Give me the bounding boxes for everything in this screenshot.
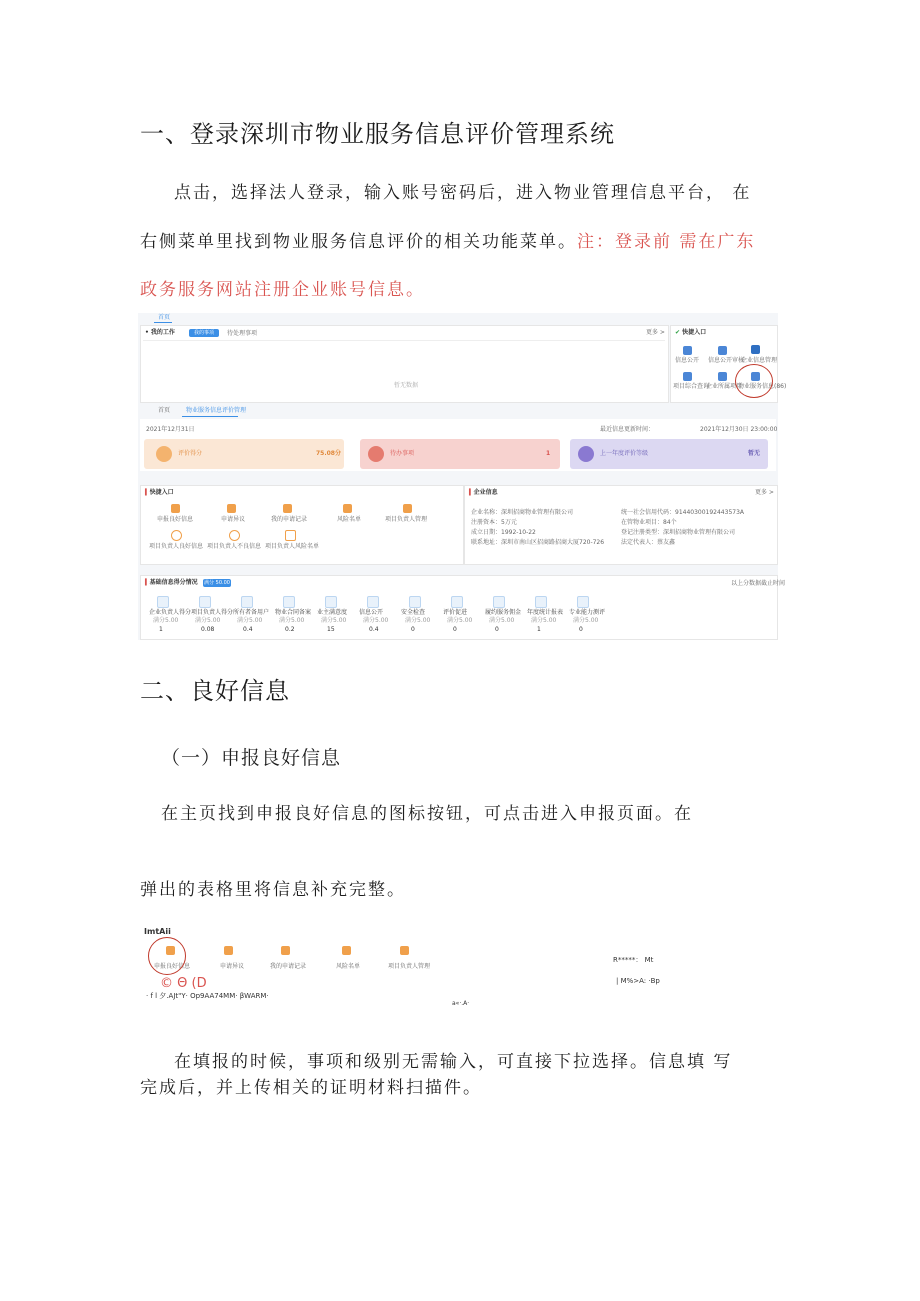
metric-label: 年度统计报表 xyxy=(527,609,564,616)
quick2-item[interactable]: 项目负责人不良信息 xyxy=(207,543,262,550)
document-icon[interactable] xyxy=(683,346,692,355)
metric-value: 0 xyxy=(411,626,415,633)
metric-sub: 满分5.00 xyxy=(321,617,347,624)
quick-item[interactable]: 信息公开 xyxy=(675,357,700,364)
metric-sub: 满分5.00 xyxy=(531,617,557,624)
metric-value: 0 xyxy=(453,626,457,633)
metric-icon xyxy=(409,596,421,608)
metric-label: 企业负责人得分 xyxy=(149,609,192,616)
snippet-garbled-3: | M%>A: ·Bp xyxy=(616,977,660,985)
quick-item[interactable]: 企业信息管理 xyxy=(741,357,778,364)
tab-home[interactable]: 首页 xyxy=(158,407,171,414)
quick-entry-panel-2 xyxy=(140,485,464,565)
metric-icon xyxy=(577,596,589,608)
warning-icon[interactable] xyxy=(343,504,352,513)
work-title: • 我的工作 xyxy=(145,329,175,336)
metric-icon xyxy=(451,596,463,608)
basic-badge: 满分 50.00 xyxy=(204,580,230,586)
company-credit-code: 统一社会信用代码：91440300192443573A xyxy=(621,509,745,516)
metric-label: 履约服务佣金 xyxy=(485,609,522,616)
mail-icon[interactable] xyxy=(224,946,233,955)
work-panel xyxy=(140,325,669,403)
home-tab-underline xyxy=(154,322,172,323)
score-icon xyxy=(156,446,172,462)
section1-para-line1: 点击，选择法人登录，输入账号密码后，进入物业管理信息平台， 在 xyxy=(174,183,752,203)
section2-subheading: （一）申报良好信息 xyxy=(161,747,342,769)
metric-label: 物业合同备案 xyxy=(275,609,312,616)
quick2-title: ▍快捷入口 xyxy=(145,489,174,496)
metric-value: 0.08 xyxy=(201,626,215,633)
section1-note-line2: 政务服务网站注册企业账号信息。 xyxy=(140,280,425,300)
metric-icon xyxy=(367,596,379,608)
quick-item[interactable]: 物业服务信息(86) xyxy=(738,383,787,390)
section2-para2: 弹出的表格里将信息补充完整。 xyxy=(140,880,406,900)
highlight-circle xyxy=(735,364,773,398)
company-more-link[interactable]: 更多 > xyxy=(755,489,774,496)
snippet-garbled-1: · f l 夕.AJt"Y· Op9AA74MM· βWARM· xyxy=(146,992,269,1000)
metric-sub: 满分5.00 xyxy=(489,617,515,624)
todo-card xyxy=(360,439,560,469)
company-info-panel xyxy=(464,485,778,565)
metric-label: 项目负责人得分 xyxy=(191,609,234,616)
date-text: 2021年12月31日 xyxy=(146,426,195,433)
section1-para-line2-text: 右侧菜单里找到物业服务信息评价的相关功能菜单。 xyxy=(140,232,577,252)
section1-para-line2 xyxy=(140,234,755,251)
mail-icon[interactable] xyxy=(227,504,236,513)
metric-sub: 满分5.00 xyxy=(363,617,389,624)
metric-value: 1 xyxy=(159,626,163,633)
quick2-item[interactable]: 项目负责人管理 xyxy=(385,516,428,523)
snippet-item[interactable]: 申请异议 xyxy=(220,963,245,970)
metric-icon xyxy=(241,596,253,608)
basic-note: 以上分数据截止时间 xyxy=(731,580,786,587)
grade-label: 上一年度评价等级 xyxy=(600,450,649,457)
update-time: 2021年12月30日 23:00:00 xyxy=(700,426,778,433)
work-empty-text: 暂无数据 xyxy=(394,382,419,389)
section3-para2: 完成后，并上传相关的证明材料扫描件。 xyxy=(140,1078,482,1098)
section1-note: 注：登录前 需在广东 xyxy=(577,232,756,252)
book-icon[interactable] xyxy=(285,530,296,541)
company-projects: 在管物业项目：84个 xyxy=(621,519,677,526)
star-icon xyxy=(578,446,594,462)
metric-sub: 满分5.00 xyxy=(195,617,221,624)
project-icon[interactable] xyxy=(718,372,727,381)
metric-value: 0.4 xyxy=(243,626,253,633)
quick-entry-title: ✔ 快捷入口 xyxy=(675,329,707,336)
metric-value: 0.2 xyxy=(285,626,295,633)
snippet-item[interactable]: 申报良好信息 xyxy=(154,963,191,970)
score-card xyxy=(144,439,344,469)
sad-icon[interactable] xyxy=(229,530,240,541)
divider xyxy=(143,340,665,341)
check-icon: ✔ xyxy=(675,329,683,336)
snippet-symbols: © Θ (D xyxy=(160,976,207,991)
todo-value: 1 xyxy=(546,450,551,457)
section2-para1: 在主页找到申报良好信息的图标按钮，可点击进入申报页面。在 xyxy=(161,804,693,824)
tab-eval[interactable]: 物业服务信息评价管理 xyxy=(186,407,247,414)
snippet-garbled-4: a«·.A· xyxy=(452,1000,470,1007)
metric-icon xyxy=(199,596,211,608)
quick2-item[interactable]: 申请异议 xyxy=(221,516,246,523)
todo-label: 待办事项 xyxy=(390,450,415,457)
report-screenshot xyxy=(140,922,680,1012)
score-value: 75.08分 xyxy=(316,450,341,457)
tab-eval-underline xyxy=(182,416,238,417)
snippet-garbled-2: R*****： Mt xyxy=(613,956,654,964)
company-capital: 注册资本：5万元 xyxy=(471,519,517,526)
metric-icon xyxy=(325,596,337,608)
metric-sub: 满分5.00 xyxy=(573,617,599,624)
metric-value: 0 xyxy=(495,626,499,633)
snippet-item[interactable]: 项目负责人管理 xyxy=(388,963,431,970)
metric-label: 专业能力测评 xyxy=(569,609,606,616)
grade-value: 暂无 xyxy=(748,450,761,457)
metric-value: 0 xyxy=(579,626,583,633)
quick-item[interactable]: 信息公开审核 xyxy=(708,357,745,364)
work-more-link[interactable]: 更多 > xyxy=(646,329,665,336)
smile-icon[interactable] xyxy=(171,530,182,541)
snippet-item[interactable]: 风险名单 xyxy=(336,963,361,970)
company-address: 联系地址：深圳市南山区招商路招商大厦720-726 xyxy=(471,539,605,546)
record-icon[interactable] xyxy=(283,504,292,513)
system-screenshot xyxy=(138,313,787,640)
metric-icon xyxy=(283,596,295,608)
save-icon[interactable] xyxy=(751,345,760,354)
metric-value: 1 xyxy=(537,626,541,633)
metric-sub: 满分5.00 xyxy=(153,617,179,624)
company-founded: 成立日期：1992-10-22 xyxy=(471,529,536,536)
record-icon[interactable] xyxy=(281,946,290,955)
metric-icon xyxy=(493,596,505,608)
quick2-item[interactable]: 我的申请记录 xyxy=(271,516,308,523)
metric-label: 评价促进 xyxy=(443,609,468,616)
basic-info-panel xyxy=(140,575,786,640)
metric-label: 安全检查 xyxy=(401,609,426,616)
metric-sub: 满分5.00 xyxy=(279,617,305,624)
metric-sub: 满分5.00 xyxy=(447,617,473,624)
company-name: 企业名称：深圳招商物业管理有限公司 xyxy=(471,509,574,516)
metric-sub: 满分5.00 xyxy=(237,617,263,624)
people-icon[interactable] xyxy=(403,504,412,513)
grade-card xyxy=(570,439,768,469)
work-tab-pending[interactable]: 待处理事项 xyxy=(227,330,258,337)
home-tab: 首页 xyxy=(158,314,171,321)
metric-label: 信息公开 xyxy=(359,609,384,616)
quick2-item[interactable]: 申报良好信息 xyxy=(157,516,194,523)
company-reg-type: 登记注册类型：深圳招商物业管理有限公司 xyxy=(621,529,736,536)
highlight-circle xyxy=(148,937,186,975)
quick2-item[interactable]: 风险名单 xyxy=(337,516,362,523)
edit-icon[interactable] xyxy=(171,504,180,513)
company-legal-rep: 法定代表人：蔡友鑫 xyxy=(621,539,676,546)
quick-item[interactable]: 项目综合查询 xyxy=(673,383,710,390)
search-document-icon[interactable] xyxy=(683,372,692,381)
snippet-item[interactable]: 我的申请记录 xyxy=(270,963,307,970)
quick-entry-panel xyxy=(670,325,787,403)
quick2-item[interactable]: 项目负责人良好信息 xyxy=(149,543,204,550)
section3-para1: 在填报的时候，事项和级别无需输入，可直接下拉选择。信息填 写 xyxy=(174,1052,733,1072)
summary-panel xyxy=(140,419,776,471)
metric-label: 所有者备用户 xyxy=(233,609,270,616)
snippet-title: ImtAii xyxy=(144,927,171,936)
work-tab-active[interactable]: 我的事项 xyxy=(189,329,219,337)
people-icon[interactable] xyxy=(400,946,409,955)
company-title: ▍企业信息 xyxy=(469,489,498,496)
metric-icon xyxy=(157,596,169,608)
metric-value: 0.4 xyxy=(369,626,379,633)
score-label: 评价得分 xyxy=(178,450,203,457)
todo-icon xyxy=(368,446,384,462)
quick2-item[interactable]: 项目负责人风险名单 xyxy=(265,543,320,550)
metric-value: 15 xyxy=(327,626,335,633)
metric-sub: 满分5.00 xyxy=(405,617,431,624)
document-check-icon[interactable] xyxy=(718,346,727,355)
metric-icon xyxy=(535,596,547,608)
metric-label: 业主满意度 xyxy=(317,609,348,616)
section2-heading: 二、良好信息 xyxy=(140,677,290,705)
update-label: 最近信息更新时间： xyxy=(600,426,655,433)
section1-heading: 一、登录深圳市物业服务信息评价管理系统 xyxy=(140,120,615,148)
warning-icon[interactable] xyxy=(342,946,351,955)
basic-title: ▍基础信息得分情况 xyxy=(145,579,198,586)
quick-item[interactable]: 企业所属项目 xyxy=(706,383,743,390)
